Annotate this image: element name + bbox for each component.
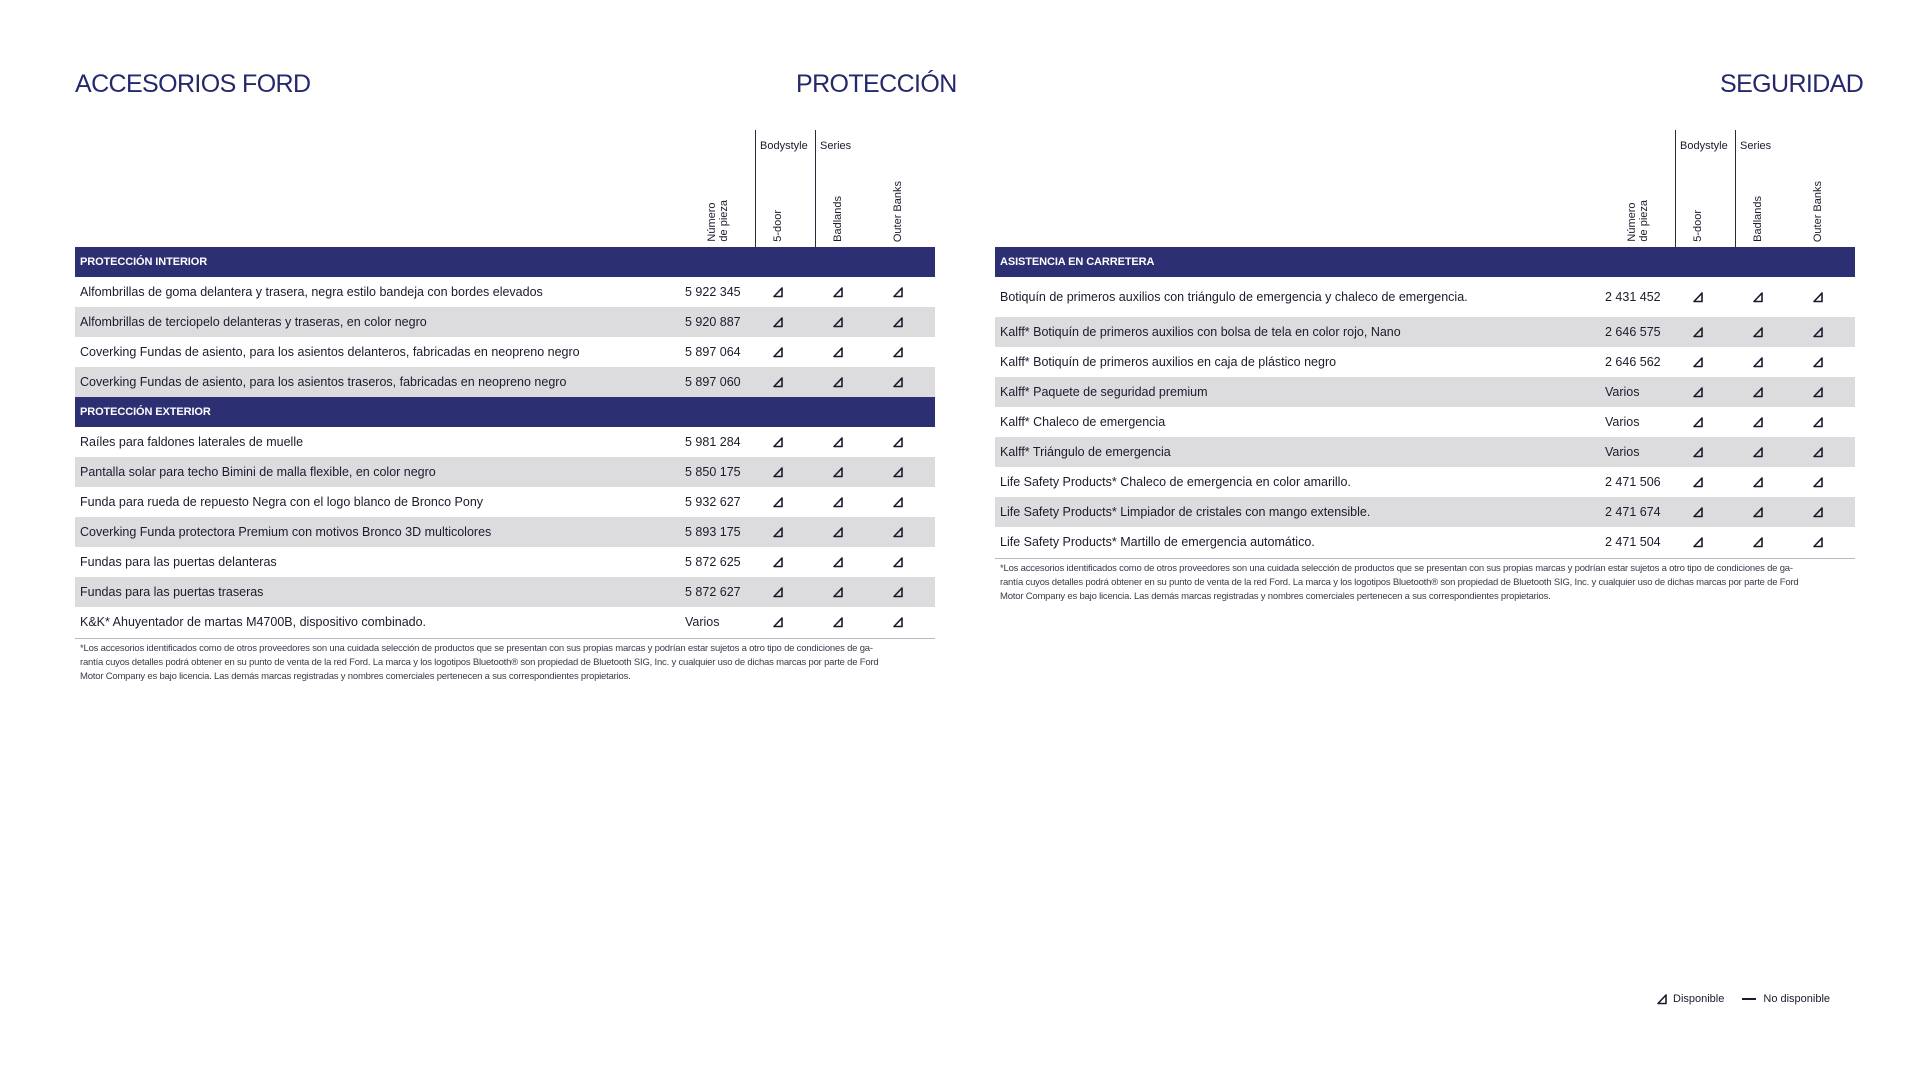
check-triangle-icon xyxy=(832,316,844,328)
check-triangle-icon xyxy=(772,376,784,388)
footnote-line: Motor Company es bajo licencia. Las demás marcas registradas y nombres comerciales pertenecen a sus correspondientes propietarios. xyxy=(1000,591,1551,602)
check-triangle-icon xyxy=(1752,536,1764,548)
footnote-line: *Los accesorios identificados como de otros proveedores son una cuidada selección de productos que se presentan con sus propias marcas y podrían estar sujetos a otro tipo de condiciones de ga- xyxy=(80,643,873,654)
row-description: Fundas para las puertas traseras xyxy=(80,585,264,599)
legend xyxy=(1656,993,1848,1005)
row-description: Raíles para faldones laterales de muelle xyxy=(80,435,304,449)
row-part-number: Varios xyxy=(685,615,720,629)
row-availability xyxy=(891,277,905,307)
check-triangle-icon xyxy=(772,556,784,568)
check-triangle-icon xyxy=(1752,326,1764,338)
header-part-number-line: Número xyxy=(706,202,718,242)
row-description: Life Safety Products* Limpiador de cristales con mango extensible. xyxy=(1000,505,1371,519)
check-triangle-icon xyxy=(1752,506,1764,518)
table-row xyxy=(75,307,935,337)
table-row xyxy=(75,277,935,307)
table-row xyxy=(75,607,935,637)
check-triangle-icon xyxy=(1812,386,1824,398)
row-availability xyxy=(831,487,845,517)
check-triangle-icon xyxy=(892,286,904,298)
check-triangle-icon xyxy=(832,616,844,628)
row-description: Pantalla solar para techo Bimini de malla flexible, en color negro xyxy=(80,465,436,479)
row-part-number: 5 981 284 xyxy=(685,435,741,449)
check-triangle-icon xyxy=(1752,386,1764,398)
check-triangle-icon xyxy=(1752,291,1764,303)
footnote xyxy=(75,639,935,684)
row-availability xyxy=(1811,277,1825,317)
row-availability xyxy=(1751,347,1765,377)
row-description: Fundas para las puertas delanteras xyxy=(80,555,277,569)
check-triangle-icon xyxy=(1812,291,1824,303)
check-triangle-icon xyxy=(892,526,904,538)
security-table xyxy=(995,130,1855,604)
row-part-number: 2 471 674 xyxy=(1605,505,1661,519)
row-availability xyxy=(891,457,905,487)
row-availability xyxy=(891,487,905,517)
check-triangle-icon xyxy=(832,556,844,568)
table-row xyxy=(995,467,1855,497)
section-header: PROTECCIÓN INTERIOR xyxy=(75,247,935,277)
header-group-bodystyle: Bodystyle xyxy=(1680,140,1728,152)
row-availability xyxy=(891,607,905,637)
header-badlands: Badlands xyxy=(1752,196,1764,242)
row-availability xyxy=(891,367,905,397)
check-triangle-icon xyxy=(832,346,844,358)
legend-unavailable-label: No disponible xyxy=(1763,993,1831,1005)
check-triangle-icon xyxy=(772,586,784,598)
row-availability xyxy=(1751,497,1765,527)
table-row xyxy=(75,367,935,397)
table-row xyxy=(75,427,935,457)
header-group-series: Series xyxy=(820,140,852,152)
header-5door: 5-door xyxy=(1692,210,1704,242)
check-triangle-icon xyxy=(892,556,904,568)
row-availability xyxy=(771,427,785,457)
row-availability xyxy=(831,577,845,607)
row-description: Coverking Fundas de asiento, para los asientos delanteros, fabricadas en neopreno negro xyxy=(80,345,580,359)
row-availability xyxy=(891,307,905,337)
row-availability xyxy=(1751,467,1765,497)
check-triangle-icon xyxy=(1812,356,1824,368)
row-availability xyxy=(1811,527,1825,557)
row-part-number: 5 897 060 xyxy=(685,375,741,389)
table-row xyxy=(995,277,1855,317)
row-availability xyxy=(1691,437,1705,467)
row-part-number: Varios xyxy=(1605,445,1640,459)
check-triangle-icon xyxy=(772,286,784,298)
row-description: Alfombrillas de goma delantera y trasera, negra estilo bandeja con bordes elevados xyxy=(80,285,543,299)
row-part-number: Varios xyxy=(1605,385,1640,399)
row-part-number: 5 893 175 xyxy=(685,525,741,539)
check-triangle-icon xyxy=(892,436,904,448)
check-triangle-icon xyxy=(772,526,784,538)
row-availability xyxy=(771,277,785,307)
dash-icon xyxy=(1742,998,1756,1000)
check-triangle-icon xyxy=(832,526,844,538)
row-availability xyxy=(771,337,785,367)
table-row xyxy=(995,527,1855,557)
table-row xyxy=(995,317,1855,347)
row-description: Kalff* Paquete de seguridad premium xyxy=(1000,385,1208,399)
row-availability xyxy=(891,577,905,607)
row-availability xyxy=(831,457,845,487)
row-availability xyxy=(891,427,905,457)
row-part-number: 5 932 627 xyxy=(685,495,741,509)
row-description: Kalff* Botiquín de primeros auxilios con bolsa de tela en color rojo, Nano xyxy=(1000,325,1401,339)
row-availability xyxy=(1691,347,1705,377)
row-availability xyxy=(1811,467,1825,497)
row-availability xyxy=(831,277,845,307)
table-row xyxy=(75,487,935,517)
check-triangle-icon xyxy=(772,436,784,448)
security-title: SEGURIDAD xyxy=(1720,70,1864,98)
row-availability xyxy=(831,607,845,637)
check-triangle-icon xyxy=(892,616,904,628)
row-part-number: 5 850 175 xyxy=(685,465,741,479)
row-availability xyxy=(831,367,845,397)
check-triangle-icon xyxy=(1692,506,1704,518)
table-row xyxy=(995,377,1855,407)
header-group-series: Series xyxy=(1740,140,1772,152)
check-triangle-icon xyxy=(772,496,784,508)
table-header xyxy=(75,130,935,247)
header-part-number xyxy=(1626,200,1650,242)
row-part-number: 2 646 562 xyxy=(1605,355,1661,369)
header-part-number xyxy=(706,200,730,242)
row-part-number: 5 897 064 xyxy=(685,345,741,359)
row-description: Kalff* Chaleco de emergencia xyxy=(1000,415,1166,429)
row-availability xyxy=(1811,317,1825,347)
header-5door: 5-door xyxy=(772,210,784,242)
row-availability xyxy=(1691,467,1705,497)
row-part-number: 5 872 625 xyxy=(685,555,741,569)
row-description: Kalff* Triángulo de emergencia xyxy=(1000,445,1171,459)
row-description: Kalff* Botiquín de primeros auxilios en caja de plástico negro xyxy=(1000,355,1337,369)
header-divider xyxy=(815,130,816,247)
check-triangle-icon xyxy=(1752,446,1764,458)
row-part-number: 5 920 887 xyxy=(685,315,741,329)
row-availability xyxy=(1811,407,1825,437)
row-description: Life Safety Products* Martillo de emergencia automático. xyxy=(1000,535,1315,549)
row-availability xyxy=(1691,527,1705,557)
legend-available xyxy=(1656,993,1724,1005)
row-availability xyxy=(1751,437,1765,467)
footnote-line: rantía cuyos detalles podrá obtener en su punto de venta de la red Ford. La marca y los logotipos Bluetooth® son propiedad de Bluetooth SIG, Inc. y cualquier uso de dichas marcas por parte de Ford xyxy=(80,657,879,668)
check-triangle-icon xyxy=(892,346,904,358)
row-availability xyxy=(771,517,785,547)
table-row xyxy=(75,517,935,547)
check-triangle-icon xyxy=(1692,386,1704,398)
check-triangle-icon xyxy=(1692,356,1704,368)
header-part-number-line: de pieza xyxy=(1638,200,1650,242)
section-header: PROTECCIÓN EXTERIOR xyxy=(75,397,935,427)
check-triangle-icon xyxy=(832,466,844,478)
row-availability xyxy=(771,487,785,517)
table-row xyxy=(75,577,935,607)
row-availability xyxy=(1811,437,1825,467)
check-triangle-icon xyxy=(892,496,904,508)
check-triangle-icon xyxy=(1752,416,1764,428)
header-divider xyxy=(755,130,756,247)
header-part-number-line: Número xyxy=(1626,202,1638,242)
row-availability xyxy=(1691,497,1705,527)
row-availability xyxy=(1691,317,1705,347)
check-triangle-icon xyxy=(1692,416,1704,428)
row-availability xyxy=(1751,377,1765,407)
check-triangle-icon xyxy=(832,436,844,448)
check-triangle-icon xyxy=(772,316,784,328)
row-availability xyxy=(771,457,785,487)
row-availability xyxy=(1811,377,1825,407)
check-triangle-icon xyxy=(832,286,844,298)
check-triangle-icon xyxy=(1812,326,1824,338)
row-availability xyxy=(1751,527,1765,557)
row-availability xyxy=(831,427,845,457)
header-part-number-line: de pieza xyxy=(718,200,730,242)
table-row xyxy=(995,437,1855,467)
table-row xyxy=(75,337,935,367)
row-availability xyxy=(1751,317,1765,347)
check-triangle-icon xyxy=(1692,326,1704,338)
header-divider xyxy=(1735,130,1736,247)
row-availability xyxy=(771,367,785,397)
protection-table xyxy=(75,130,935,684)
row-availability xyxy=(1751,277,1765,317)
row-availability xyxy=(1691,277,1705,317)
row-availability xyxy=(771,307,785,337)
header-badlands: Badlands xyxy=(832,196,844,242)
row-part-number: Varios xyxy=(1605,415,1640,429)
row-availability xyxy=(831,517,845,547)
legend-available-label: Disponible xyxy=(1673,993,1725,1005)
legend-unavailable xyxy=(1742,993,1830,1005)
check-triangle-icon xyxy=(772,466,784,478)
check-triangle-icon xyxy=(1656,993,1668,1005)
check-triangle-icon xyxy=(832,376,844,388)
table-row xyxy=(75,547,935,577)
row-availability xyxy=(891,337,905,367)
check-triangle-icon xyxy=(1692,536,1704,548)
table-row xyxy=(995,497,1855,527)
check-triangle-icon xyxy=(892,586,904,598)
check-triangle-icon xyxy=(1812,416,1824,428)
header-outer-banks: Outer Banks xyxy=(892,180,904,242)
row-part-number: 2 471 504 xyxy=(1605,535,1661,549)
row-availability xyxy=(771,577,785,607)
header-outer-banks: Outer Banks xyxy=(1812,180,1824,242)
row-description: Coverking Funda protectora Premium con motivos Bronco 3D multicolores xyxy=(80,525,492,539)
row-availability xyxy=(1811,497,1825,527)
row-availability xyxy=(1691,377,1705,407)
check-triangle-icon xyxy=(1812,536,1824,548)
row-part-number: 2 471 506 xyxy=(1605,475,1661,489)
row-availability xyxy=(1751,407,1765,437)
check-triangle-icon xyxy=(1692,476,1704,488)
row-part-number: 2 646 575 xyxy=(1605,325,1661,339)
footnote-line: Motor Company es bajo licencia. Las demás marcas registradas y nombres comerciales pertenecen a sus correspondientes propietarios. xyxy=(80,671,631,682)
check-triangle-icon xyxy=(1692,291,1704,303)
row-description: Funda para rueda de repuesto Negra con el logo blanco de Bronco Pony xyxy=(80,495,484,509)
row-availability xyxy=(1811,347,1825,377)
check-triangle-icon xyxy=(1752,356,1764,368)
footnote-line: rantía cuyos detalles podrá obtener en su punto de venta de la red Ford. La marca y los logotipos Bluetooth® son propiedad de Bluetooth SIG, Inc. y cualquier uso de dichas marcas por parte de Ford xyxy=(1000,577,1799,588)
protection-title: PROTECCIÓN xyxy=(796,70,957,98)
check-triangle-icon xyxy=(832,496,844,508)
check-triangle-icon xyxy=(1692,446,1704,458)
check-triangle-icon xyxy=(892,316,904,328)
check-triangle-icon xyxy=(892,466,904,478)
table-header xyxy=(995,130,1855,247)
row-availability xyxy=(831,337,845,367)
row-availability xyxy=(771,547,785,577)
row-part-number: 5 872 627 xyxy=(685,585,741,599)
table-row xyxy=(995,407,1855,437)
row-availability xyxy=(771,607,785,637)
row-description: Life Safety Products* Chaleco de emergencia en color amarillo. xyxy=(1000,475,1351,489)
section-header: ASISTENCIA EN CARRETERA xyxy=(995,247,1855,277)
row-availability xyxy=(831,547,845,577)
row-description: Coverking Fundas de asiento, para los asientos traseros, fabricadas en neopreno negro xyxy=(80,375,567,389)
footnote-line: *Los accesorios identificados como de otros proveedores son una cuidada selección de productos que se presentan con sus propias marcas y podrían estar sujetos a otro tipo de condiciones de ga- xyxy=(1000,563,1793,574)
row-description: K&K* Ahuyentador de martas M4700B, dispositivo combinado. xyxy=(80,615,427,629)
row-description: Alfombrillas de terciopelo delanteras y traseras, en color negro xyxy=(80,315,427,329)
row-availability xyxy=(1691,407,1705,437)
row-part-number: 5 922 345 xyxy=(685,285,741,299)
check-triangle-icon xyxy=(832,586,844,598)
check-triangle-icon xyxy=(772,616,784,628)
check-triangle-icon xyxy=(772,346,784,358)
check-triangle-icon xyxy=(892,376,904,388)
header-divider xyxy=(1675,130,1676,247)
footnote xyxy=(995,559,1855,604)
row-availability xyxy=(891,517,905,547)
check-triangle-icon xyxy=(1752,476,1764,488)
brand-title: ACCESORIOS FORD xyxy=(75,70,311,98)
row-availability xyxy=(831,307,845,337)
check-triangle-icon xyxy=(1812,506,1824,518)
header-group-bodystyle: Bodystyle xyxy=(760,140,808,152)
table-row xyxy=(995,347,1855,377)
row-part-number: 2 431 452 xyxy=(1605,290,1661,304)
row-description: Botiquín de primeros auxilios con triángulo de emergencia y chaleco de emergencia. xyxy=(1000,290,1468,304)
row-availability xyxy=(891,547,905,577)
check-triangle-icon xyxy=(1812,476,1824,488)
table-row xyxy=(75,457,935,487)
check-triangle-icon xyxy=(1812,446,1824,458)
